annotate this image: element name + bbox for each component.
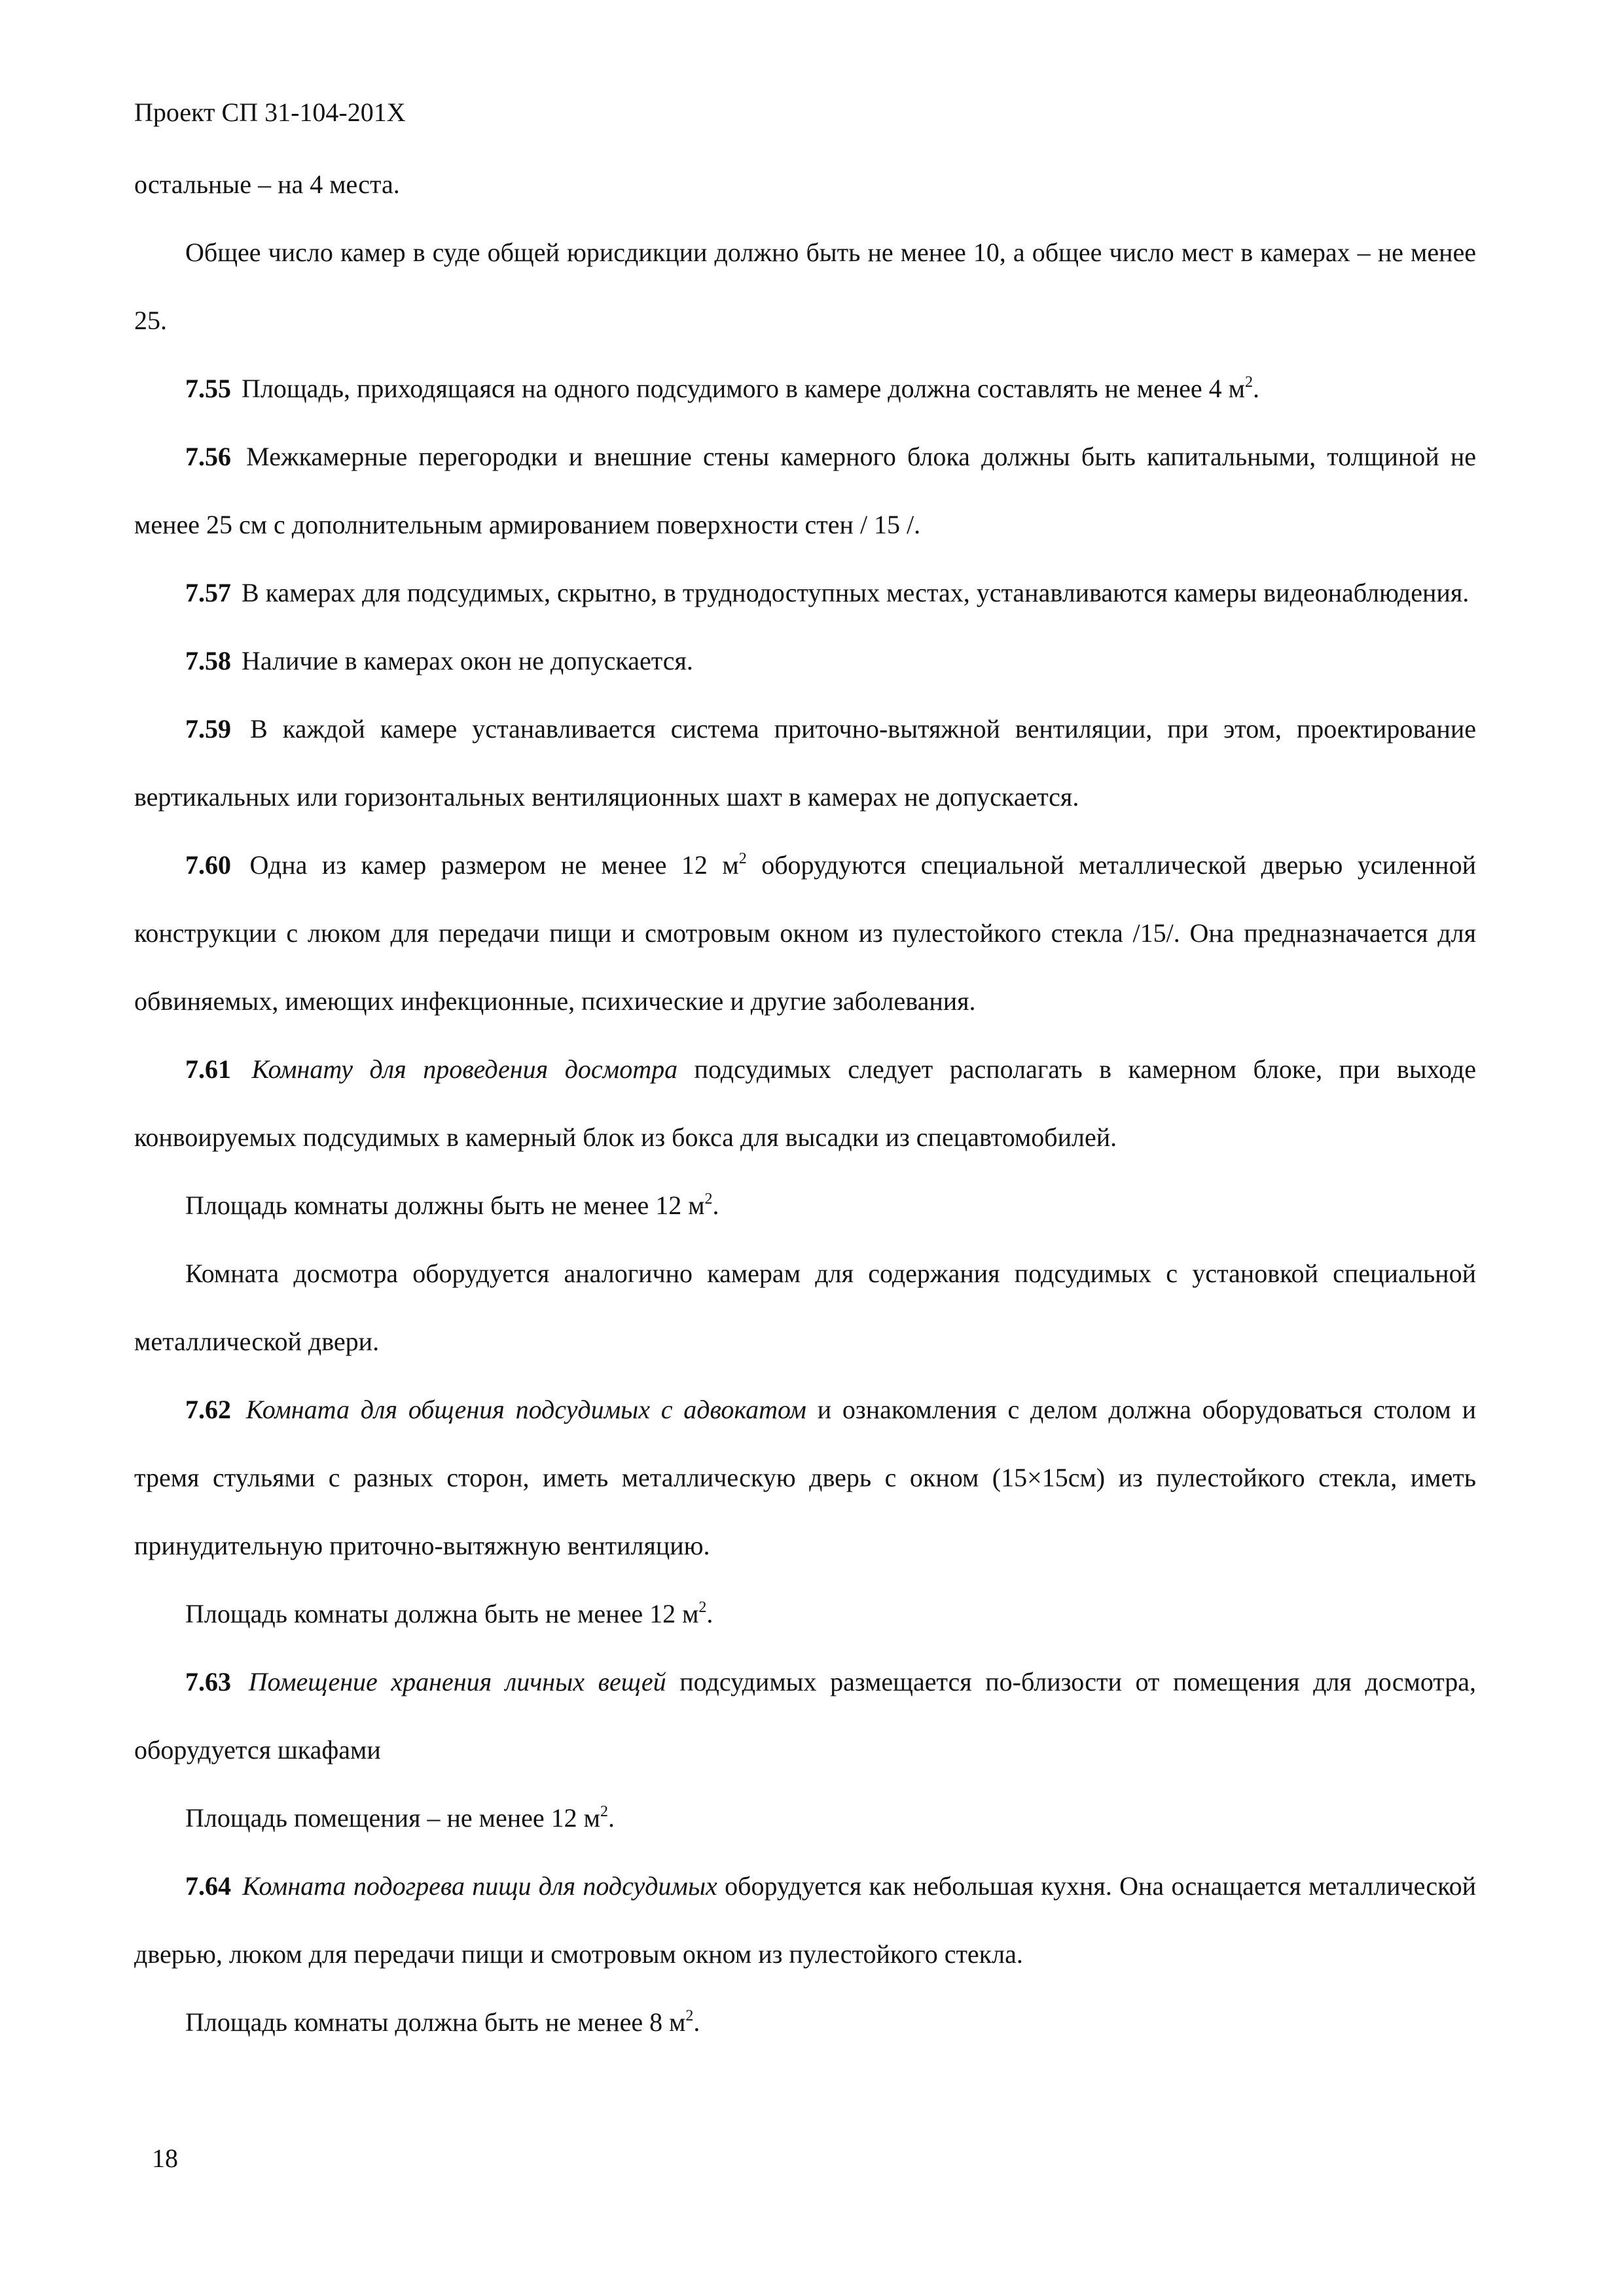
clause-7-63	[134, 1648, 1476, 1784]
clause-number: 7.56	[185, 442, 231, 471]
paragraph-continuation	[134, 151, 1476, 219]
clause-number: 7.58	[185, 646, 231, 675]
superscript: 2	[1244, 374, 1253, 391]
superscript: 2	[600, 1803, 608, 1820]
clause-number: 7.64	[185, 1871, 231, 1901]
clause-number: 7.60	[185, 850, 231, 880]
clause-text: В камерах для подсудимых, скрытно, в труднодоступных местах, устанавливаются камеры видеонаблюдения.	[242, 578, 1470, 607]
paragraph-text-end: .	[712, 1191, 719, 1220]
clause-term: Комнату для проведения досмотра	[251, 1054, 678, 1084]
paragraph-text: Комната досмотра оборудуется аналогично камерам для содержания подсудимых с установкой специальной металлической двери.	[134, 1259, 1476, 1356]
clause-text: Площадь, приходящаяся на одного подсудимого в камере должна составлять не менее 4 м	[242, 374, 1245, 403]
clause-number: 7.57	[185, 578, 231, 607]
clause-text: Межкамерные перегородки и внешние стены камерного блока должны быть капитальными, толщиной не менее 25 см с дополнительным армированием поверхности стен / 15 /.	[134, 442, 1477, 539]
paragraph-text-end: .	[607, 1803, 615, 1833]
paragraph-text: Площадь комнаты должна быть не менее 12 м	[185, 1599, 699, 1628]
clause-text: подсудимых размещается по-близости от помещения для досмотра, оборудуется шкафами	[134, 1667, 1477, 1765]
page-number: 18	[152, 2144, 178, 2173]
clause-7-58	[134, 627, 1476, 695]
paragraph-text: Площадь помещения – не менее 12 м	[185, 1803, 600, 1833]
clause-term: Комната подогрева пищи для подсудимых	[242, 1871, 717, 1901]
superscript: 2	[704, 1191, 713, 1208]
paragraph-cell-count	[134, 219, 1476, 355]
paragraph-text: Площадь комнаты должны быть не менее 12 м	[185, 1191, 705, 1220]
paragraph-text-end: .	[693, 2007, 700, 2037]
paragraph-area-requirement	[134, 1172, 1476, 1240]
paragraph-text: Общее число камер в суде общей юрисдикции должно быть не менее 10, а общее число мест в камерах – не менее 25.	[134, 238, 1476, 335]
superscript: 2	[738, 850, 747, 867]
clause-7-59	[134, 695, 1476, 831]
clause-text-start: Одна из камер размером не менее 12 м	[249, 850, 739, 880]
clause-7-56	[134, 423, 1476, 559]
clause-term: Помещение хранения личных вещей	[248, 1667, 666, 1696]
paragraph-area-requirement	[134, 1784, 1476, 1852]
superscript: 2	[685, 2007, 694, 2024]
paragraph-text: остальные – на 4 места.	[134, 170, 400, 199]
clause-text: оборудуются специальной металлической дверью усиленной конструкции с люком для передачи пищи и смотровым окном из пулестойкого стекла /15/. Она предназначается для обвиняемых, имеющих инфекционные, психические и другие заболевания.	[134, 850, 1476, 1016]
clause-text-end: .	[1252, 374, 1259, 403]
clause-7-55	[134, 355, 1476, 423]
paragraph-text: Площадь комнаты должна быть не менее 8 м	[185, 2007, 686, 2037]
paragraph-area-requirement	[134, 1988, 1476, 2056]
paragraph-search-room	[134, 1240, 1476, 1376]
clause-7-64	[134, 1852, 1476, 1988]
paragraph-text-end: .	[706, 1599, 713, 1628]
superscript: 2	[698, 1599, 707, 1616]
clause-text: подсудимых следует располагать в камерном блоке, при выходе конвоируемых подсудимых в камерный блок из бокса для высадки из спецавтомобилей.	[134, 1054, 1476, 1152]
clause-text: оборудуется как небольшая кухня. Она оснащается металлической дверью, люком для передачи пищи и смотровым окном из пулестойкого стекла.	[134, 1871, 1476, 1969]
paragraph-area-requirement	[134, 1580, 1476, 1648]
clause-7-57	[134, 559, 1476, 627]
clause-text: Наличие в камерах окон не допускается.	[242, 646, 693, 675]
clause-number: 7.63	[185, 1667, 231, 1696]
document-header: Проект СП 31-104-201Х	[134, 98, 406, 127]
clause-number: 7.61	[185, 1054, 231, 1084]
clause-number: 7.55	[185, 374, 231, 403]
clause-7-60	[134, 831, 1476, 1035]
document-body	[134, 151, 1476, 2056]
clause-text: В каждой камере устанавливается система приточно-вытяжной вентиляции, при этом, проектирование вертикальных или горизонтальных вентиляционных шахт в камерах не допускается.	[134, 714, 1476, 812]
clause-number: 7.62	[185, 1395, 231, 1424]
clause-term: Комната для общения подсудимых с адвокатом	[245, 1395, 806, 1424]
clause-7-61	[134, 1035, 1476, 1172]
clause-text: и ознакомления с делом должна оборудоваться столом и тремя стульями с разных сторон, иметь металлическую дверь с окном (15×15см) из пулестойкого стекла, иметь принудительную приточно-вытяжную вентиляцию.	[134, 1395, 1476, 1560]
clause-number: 7.59	[185, 714, 231, 744]
clause-7-62	[134, 1376, 1476, 1580]
